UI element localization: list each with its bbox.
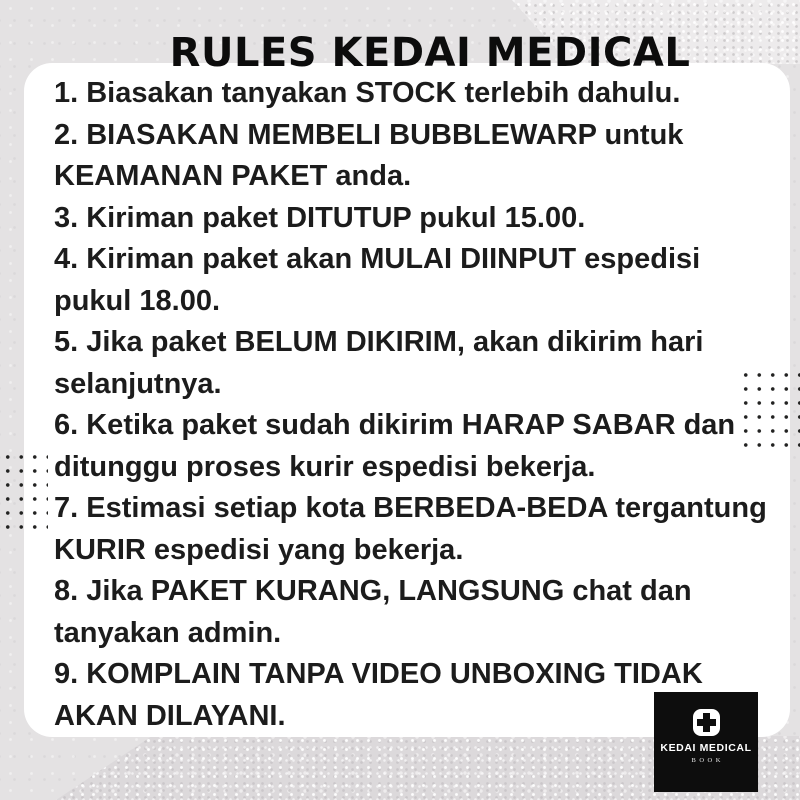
rule-item-8: 8. Jika PAKET KURANG, LANGSUNG chat dan tanyakan admin. — [54, 575, 692, 649]
dot-grid-decoration-left — [0, 447, 48, 531]
rule-item-3: 3. Kiriman paket DITUTUP pukul 15.00. — [54, 201, 586, 234]
rules-card — [24, 63, 790, 737]
dot-grid-decoration-right — [736, 364, 800, 454]
brand-logo — [654, 692, 758, 792]
poster-title: RULES KEDAI MEDICAL — [169, 29, 691, 76]
rule-item-5: 5. Jika paket BELUM DIKIRIM, akan dikirim hari selanjutnya. — [54, 326, 704, 400]
brand-logo-subtitle: BOOK — [691, 757, 724, 764]
rule-item-6: 6. Ketika paket sudah dikirim HARAP SABAR dan ditunggu proses kurir espedisi bekerja. — [54, 409, 736, 483]
medical-cross-icon — [693, 709, 720, 736]
rule-item-9: 9. KOMPLAIN TANPA VIDEO UNBOXING TIDAK AKAN DILAYANI. — [54, 658, 703, 732]
rule-item-4: 4. Kiriman paket akan MULAI DIINPUT espedisi pukul 18.00. — [54, 243, 701, 317]
rules-list — [54, 73, 780, 737]
rule-item-1: 1. Biasakan tanyakan STOCK terlebih dahulu. — [54, 77, 681, 109]
rule-item-7: 7. Estimasi setiap kota BERBEDA-BEDA tergantung KURIR espedisi yang bekerja. — [54, 492, 767, 566]
rule-item-2: 2. BIASAKAN MEMBELI BUBBLEWARP untuk KEAMANAN PAKET anda. — [54, 118, 684, 192]
brand-logo-name: KEDAI MEDICAL — [660, 742, 752, 754]
